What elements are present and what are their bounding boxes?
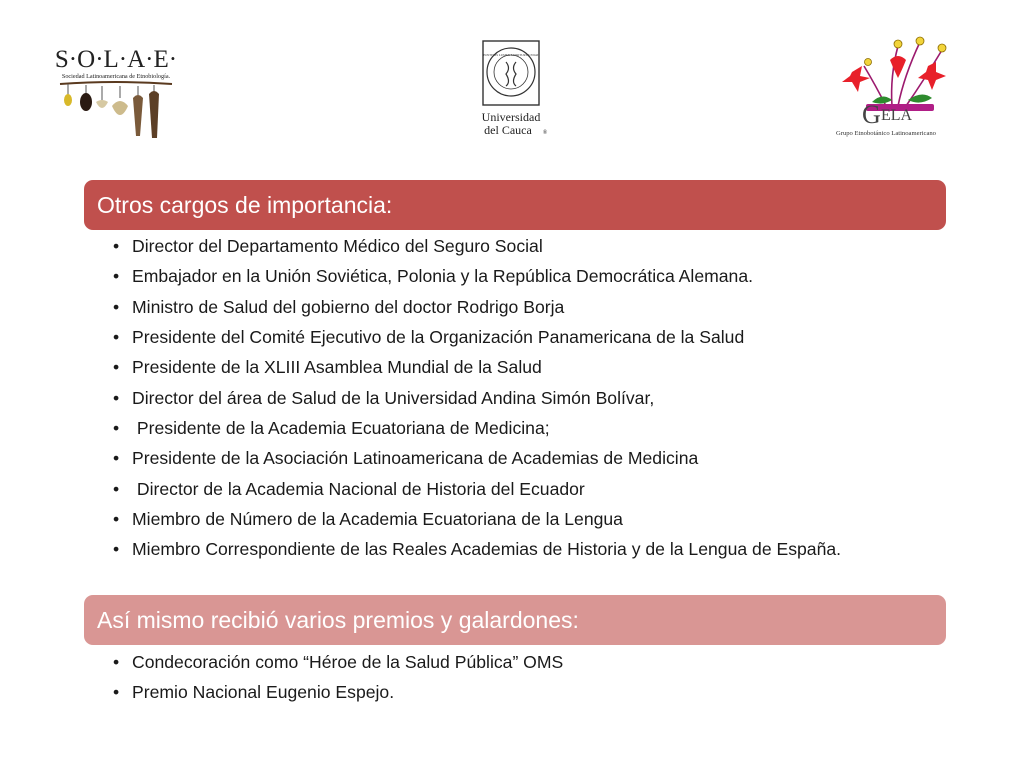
list-item-text: Premio Nacional Eugenio Espejo. xyxy=(132,682,395,703)
feather-1 xyxy=(133,95,143,136)
bud-1 xyxy=(894,40,902,48)
seal-text: POSTERIS LUMEN MORITURUS EDAT xyxy=(483,53,539,57)
section-header-otros-cargos xyxy=(84,180,946,230)
bullet-icon: • xyxy=(113,448,120,469)
solae-title: S·O·L·A·E· xyxy=(56,46,176,73)
list-item-text: Miembro Correspondiente de las Reales Academias de Historia y de la Lengua de España. xyxy=(132,539,842,560)
bullet-icon: • xyxy=(113,266,120,287)
list-item-text: Presidente de la XLIII Asamblea Mundial de la Salud xyxy=(132,357,542,378)
bullet-icon: • xyxy=(113,357,120,378)
solae-artwork xyxy=(56,40,176,140)
list-item xyxy=(112,682,932,703)
bud-2 xyxy=(916,37,924,45)
list-item-text: Director del Departamento Médico del Seguro Social xyxy=(132,236,543,256)
list-item-text: Presidente del Comité Ejecutivo de la Organización Panamericana de la Salud xyxy=(132,327,745,348)
list-item xyxy=(112,539,932,560)
list-item xyxy=(112,236,932,257)
solae-subtitle: Sociedad Latinoamericana de Etnobiología. xyxy=(61,73,171,80)
gela-artwork xyxy=(832,36,986,142)
list-item xyxy=(112,357,932,378)
bullet-icon: • xyxy=(113,296,120,317)
leaf-right xyxy=(908,94,932,102)
solae-string xyxy=(60,82,172,84)
list-item-text: Presidente de la Asociación Latinoamericana de Academias de Medicina xyxy=(132,448,699,469)
list-item xyxy=(112,652,932,673)
shell-2 xyxy=(112,101,128,115)
bud-4 xyxy=(865,59,872,66)
gela-logo xyxy=(832,36,986,142)
list-item-text: Condecoración como “Héroe de la Salud Pública” OMS xyxy=(132,652,564,672)
seed-dark xyxy=(80,93,92,111)
section-title: Otros cargos de importancia: xyxy=(97,191,393,218)
flower-right xyxy=(918,62,946,90)
unicauca-artwork xyxy=(470,38,552,140)
gela-letter-g: G xyxy=(862,100,881,129)
list-item-text: Director del área de Salud de la Universidad Andina Simón Bolívar, xyxy=(132,387,655,408)
list-item xyxy=(112,509,932,530)
gela-subtitle: Grupo Etnobotánico Latinoamericano xyxy=(836,130,936,137)
bullet-icon: • xyxy=(113,418,120,439)
list-item-text: Miembro de Número de la Academia Ecuatoriana de la Lengua xyxy=(132,509,623,530)
list-item xyxy=(112,388,932,409)
bullet-icon: • xyxy=(113,509,120,530)
list-item xyxy=(112,266,932,287)
shell-1 xyxy=(96,100,108,108)
section-title: Así mismo recibió varios premios y galardones: xyxy=(97,606,579,633)
list-item-text: Presidente de la Academia Ecuatoriana de Medicina; xyxy=(132,418,550,439)
bullet-icon: • xyxy=(113,327,120,348)
list-item-text: Director de la Academia Nacional de Historia del Ecuador xyxy=(132,478,585,499)
bullet-icon: • xyxy=(113,682,120,703)
bullet-icon: • xyxy=(113,387,120,408)
unicauca-registered-mark: ® xyxy=(542,130,548,136)
bullet-icon: • xyxy=(113,236,120,256)
seed-yellow xyxy=(64,94,72,106)
list-item-text: Ministro de Salud del gobierno del doctor Rodrigo Borja xyxy=(132,296,565,317)
solae-logo xyxy=(56,40,176,140)
gela-letters: ELA xyxy=(881,107,913,124)
bud-3 xyxy=(938,44,946,52)
bullet-icon: • xyxy=(113,539,120,560)
feather-2 xyxy=(149,91,159,138)
section-header-premios xyxy=(84,595,946,645)
cargos-list xyxy=(112,236,932,570)
list-item xyxy=(112,297,932,318)
list-item xyxy=(112,327,932,348)
unicauca-logo xyxy=(470,38,552,140)
list-item xyxy=(112,448,932,469)
bullet-icon: • xyxy=(113,652,120,672)
premios-list xyxy=(112,652,932,713)
list-item xyxy=(112,479,932,500)
list-item xyxy=(112,418,932,439)
list-item-text: Embajador en la Unión Soviética, Polonia y la República Democrática Alemana. xyxy=(132,266,754,287)
unicauca-name-line2: del Cauca xyxy=(484,123,532,137)
bullet-icon: • xyxy=(113,478,120,499)
unicauca-name-line1: Universidad xyxy=(481,110,541,124)
